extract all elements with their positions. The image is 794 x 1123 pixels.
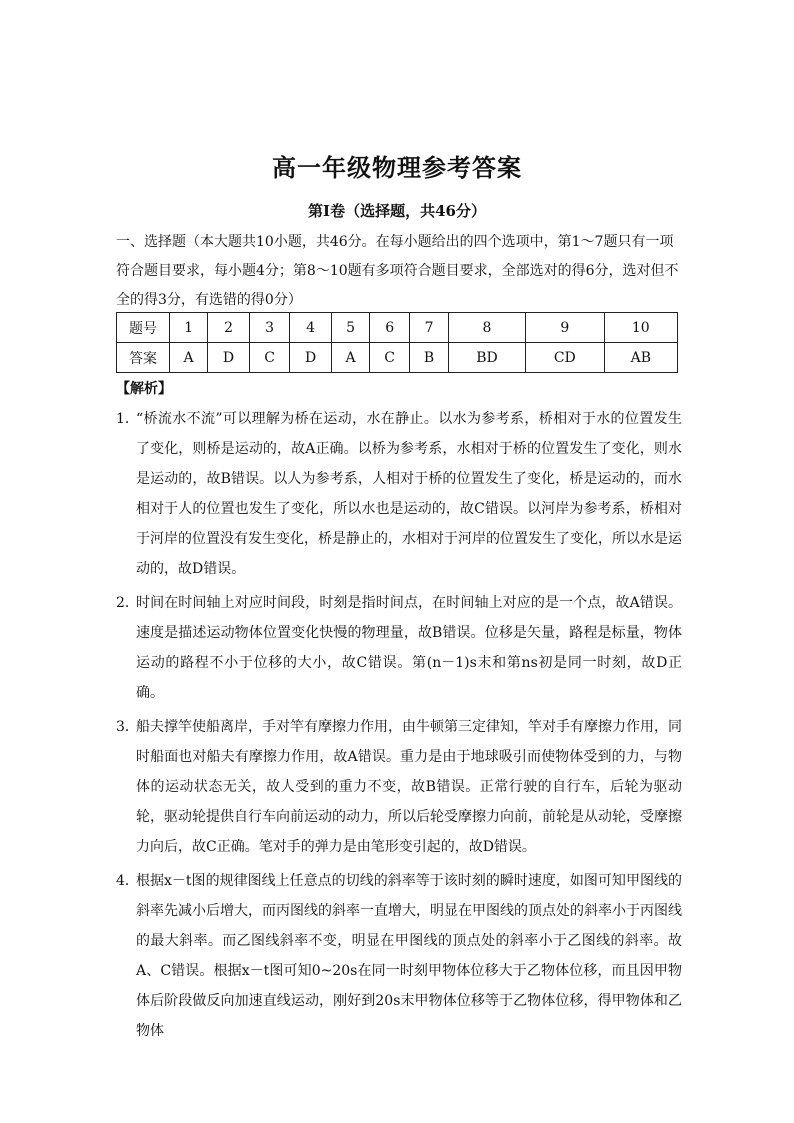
row-label-number: 题号 (117, 313, 170, 343)
question-instructions: 一、选择题（本大题共10小题，共46分。在每小题给出的四个选项中，第1～7题只有一项符合题目要求，每小题4分；第8～10题有多项符合题目要求，全部选对的得6分，选对但不全的得3分，有选错的得0分） (116, 234, 679, 308)
list-item (116, 866, 682, 1046)
table-cell: CD (526, 343, 605, 373)
table-cell: 9 (526, 313, 605, 343)
table-row (117, 343, 678, 373)
list-item (116, 404, 682, 584)
table-row (117, 313, 678, 343)
item-number: 3． (116, 719, 139, 735)
list-item (116, 712, 682, 862)
table-cell: 3 (249, 313, 289, 343)
table-cell: 4 (290, 313, 332, 343)
answer-table (116, 312, 678, 373)
item-number: 4． (116, 873, 139, 889)
table-cell: 6 (370, 313, 410, 343)
row-label-answer: 答案 (117, 343, 170, 373)
table-cell: D (290, 343, 332, 373)
section-heading: 第Ⅰ卷（选择题，共46分） (308, 202, 486, 220)
table-cell: 8 (448, 313, 525, 343)
item-number: 2． (116, 595, 139, 611)
table-cell: C (370, 343, 410, 373)
table-cell: 5 (332, 313, 370, 343)
table-cell: 10 (604, 313, 677, 343)
item-number: 1． (116, 411, 139, 427)
table-cell: B (410, 343, 449, 373)
table-cell: D (208, 343, 250, 373)
page-title: 高一年级物理参考答案 (272, 154, 522, 182)
table-cell: 7 (410, 313, 449, 343)
table-cell: C (249, 343, 289, 373)
table-cell: BD (448, 343, 525, 373)
analysis-heading: 【解析】 (116, 381, 172, 397)
table-cell: 1 (170, 313, 208, 343)
list-item (116, 588, 682, 708)
item-text: 根据x－t图的规律图线上任意点的切线的斜率等于该时刻的瞬时速度，如图可知甲图线的斜率先减小后增大，而丙图线的斜率一直增大，明显在甲图线的顶点处的斜率小于丙图线的最大斜率。而乙图线斜率不变，明显在甲图线的顶点处的斜率小于乙图线的斜率。故A、C错误。根据x－t图可知0~20s在同一时刻甲物体位移大于乙物体位移，而且因甲物体后阶段做反向加速直线运动，刚好到20s末甲物体位移等于乙物体位移，得甲物体和乙物体 (136, 873, 682, 1039)
analysis-list (116, 404, 682, 1050)
table-cell: 2 (208, 313, 250, 343)
table-cell: A (170, 343, 208, 373)
item-text: 船夫撑竿使船离岸，手对竿有摩擦力作用，由牛顿第三定律知，竿对手有摩擦力作用，同时船面也对船夫有摩擦力作用，故A错误。重力是由于地球吸引而使物体受到的力，与物体的运动状态无关，故人受到的重力不变，故B错误。正常行驶的自行车，后轮为驱动轮，驱动轮提供自行车向前运动的动力，所以后轮受摩擦力向前，前轮是从动轮，受摩擦力向后，故C正确。笔对手的弹力是由笔形变引起的，故D错误。 (136, 719, 682, 855)
table-cell: AB (604, 343, 677, 373)
item-text: “桥流水不流”可以理解为桥在运动，水在静止。以水为参考系，桥相对于水的位置发生了变化，则桥是运动的，故A正确。以桥为参考系，水相对于桥的位置发生了变化，则水是运动的，故B错误。以人为参考系，人相对于桥的位置发生了变化，桥是运动的，而水相对于人的位置也发生了变化，所以水也是运动的，故C错误。以河岸为参考系，桥相对于河岸的位置没有发生变化，桥是静止的，水相对于河岸的位置发生了变化，所以水是运动的，故D错误。 (136, 411, 682, 577)
item-text: 时间在时间轴上对应时间段，时刻是指时间点，在时间轴上对应的是一个点，故A错误。速度是描述运动物体位置变化快慢的物理量，故B错误。位移是矢量，路程是标量，物体运动的路程不小于位移的大小，故C错误。第(n－1)s末和第ns初是同一时刻，故D正确。 (136, 595, 682, 701)
table-cell: A (332, 343, 370, 373)
